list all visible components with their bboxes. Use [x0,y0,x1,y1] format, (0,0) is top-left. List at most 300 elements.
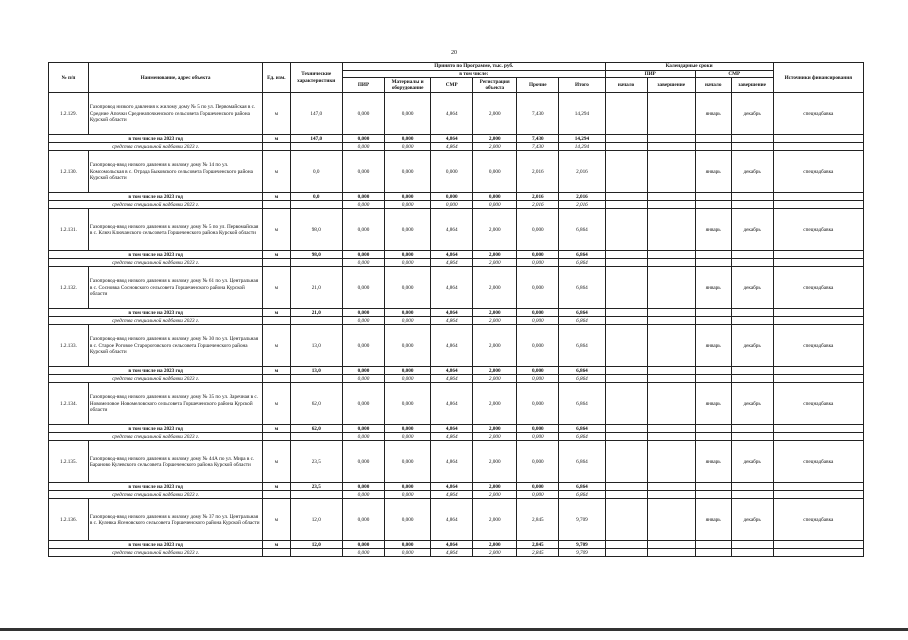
header-start-pir: начало [605,78,647,93]
header-other: Прочие [517,78,559,93]
subtotal-empty [605,135,647,143]
total-cell: 6,864 [559,441,605,483]
special-fund-empty [695,433,731,441]
special-fund-empty [773,143,863,151]
subtotal-unit: м [263,251,290,259]
special-fund-smr: 4,864 [431,143,473,151]
year-subtotal-row [49,367,864,375]
materials-cell: 0,000 [385,499,431,541]
special-fund-row [49,375,864,383]
special-fund-empty [773,491,863,499]
special-fund-reg: 2,000 [473,259,517,267]
special-fund-mat: 0,000 [385,549,431,557]
special-fund-reg: 2,000 [473,143,517,151]
smr-cell: 4,864 [431,93,473,135]
special-fund-empty [647,433,695,441]
materials-cell: 0,000 [385,93,431,135]
source-cell: спецнадбавка [773,383,863,425]
subtotal-label: в том числе на 2023 год [49,367,263,375]
header-registration: Регистрация объекта [473,78,517,93]
header-cal-pir: ПИР [605,71,695,78]
subtotal-empty [605,309,647,317]
subtotal-tech: 21,0 [290,309,343,317]
special-fund-total: 6,864 [559,491,605,499]
special-fund-empty [731,433,773,441]
special-fund-empty [695,549,731,557]
special-fund-row [49,143,864,151]
subtotal-empty [605,193,647,201]
special-fund-other: 7,430 [517,143,559,151]
table-row [49,209,864,251]
special-fund-pir: 0,000 [343,549,385,557]
tech-cell: 98,0 [290,209,343,251]
subtotal-smr: 4,864 [431,309,473,317]
special-fund-smr: 4,864 [431,317,473,325]
subtotal-label: в том числе на 2023 год [49,193,263,201]
subtotal-pir: 0,000 [343,483,385,491]
header-calendar: Календарные сроки [605,63,773,71]
subtotal-empty [695,483,731,491]
special-fund-label: средства специальной надбавки 2023 г. [49,259,263,267]
registration-cell: 2,000 [473,499,517,541]
subtotal-smr: 4,864 [431,425,473,433]
subtotal-reg: 2,000 [473,367,517,375]
special-fund-label: средства специальной надбавки 2023 г. [49,143,263,151]
special-fund-empty [605,143,647,151]
header-program: Принято по Программе, тыс. руб. [343,63,606,71]
special-fund-mat: 0,000 [385,201,431,209]
subtotal-tech: 13,0 [290,367,343,375]
source-cell: спецнадбавка [773,209,863,251]
tech-cell: 0,0 [290,151,343,193]
special-fund-empty [290,317,343,325]
subtotal-pir: 0,000 [343,251,385,259]
special-fund-pir: 0,000 [343,375,385,383]
special-fund-other: 0,000 [517,259,559,267]
subtotal-empty [731,135,773,143]
subtotal-unit: м [263,309,290,317]
special-fund-empty [695,259,731,267]
special-fund-mat: 0,000 [385,375,431,383]
table-header [49,63,864,93]
other-cell: 7,430 [517,93,559,135]
smr-start-cell: январь [695,209,731,251]
subtotal-mat: 0,000 [385,483,431,491]
subtotal-unit: м [263,541,290,549]
subtotal-label: в том числе на 2023 год [49,483,263,491]
subtotal-empty [647,483,695,491]
program-table [48,62,864,557]
subtotal-empty [695,425,731,433]
special-fund-row [49,549,864,557]
subtotal-empty [695,367,731,375]
subtotal-unit: м [263,425,290,433]
other-cell: 2,845 [517,499,559,541]
total-cell: 14,294 [559,93,605,135]
object-name: Газопровод-ввод низкого давления к жилому дому № 44А по ул. Мира в с. Бараново Кулевского сельсовета Горшеченского района Курской области [88,441,262,483]
other-cell: 0,000 [517,441,559,483]
special-fund-empty [605,375,647,383]
special-fund-smr: 4,864 [431,433,473,441]
special-fund-label: средства специальной надбавки 2023 г. [49,549,263,557]
smr-end-cell: декабрь [731,93,773,135]
subtotal-pir: 0,000 [343,541,385,549]
special-fund-empty [695,143,731,151]
subtotal-total: 14,294 [559,135,605,143]
special-fund-pir: 0,000 [343,259,385,267]
row-number: 1.2.136. [49,499,89,541]
special-fund-row [49,201,864,209]
smr-end-cell: декабрь [731,383,773,425]
smr-start-cell: январь [695,499,731,541]
subtotal-pir: 0,000 [343,135,385,143]
smr-cell: 4,864 [431,209,473,251]
pir-start-cell [605,151,647,193]
subtotal-reg: 2,000 [473,309,517,317]
subtotal-other: 2,016 [517,193,559,201]
special-fund-empty [263,549,290,557]
row-number: 1.2.134. [49,383,89,425]
special-fund-total: 6,864 [559,433,605,441]
special-fund-empty [731,549,773,557]
special-fund-total: 9,709 [559,549,605,557]
special-fund-label: средства специальной надбавки 2023 г. [49,201,263,209]
subtotal-empty [647,193,695,201]
tech-cell: 12,0 [290,499,343,541]
special-fund-other: 0,000 [517,433,559,441]
materials-cell: 0,000 [385,209,431,251]
pir-cell: 0,000 [343,267,385,309]
subtotal-empty [695,251,731,259]
smr-end-cell: декабрь [731,209,773,251]
special-fund-empty [290,259,343,267]
source-cell: спецнадбавка [773,267,863,309]
header-name: Наименование, адрес объекта [88,63,262,93]
row-number: 1.2.135. [49,441,89,483]
smr-start-cell: январь [695,441,731,483]
subtotal-other: 0,000 [517,425,559,433]
pir-start-cell [605,267,647,309]
year-subtotal-row [49,425,864,433]
smr-end-cell: декабрь [731,499,773,541]
subtotal-empty [731,309,773,317]
unit-cell: м [263,383,290,425]
tech-cell: 13,0 [290,325,343,367]
row-number: 1.2.130. [49,151,89,193]
subtotal-total: 6,864 [559,367,605,375]
unit-cell: м [263,325,290,367]
materials-cell: 0,000 [385,267,431,309]
total-cell: 2,016 [559,151,605,193]
special-fund-empty [263,201,290,209]
special-fund-empty [695,375,731,383]
pir-cell: 0,000 [343,93,385,135]
row-number: 1.2.133. [49,325,89,367]
subtotal-pir: 0,000 [343,367,385,375]
special-fund-empty [647,317,695,325]
subtotal-other: 0,000 [517,251,559,259]
subtotal-empty [695,193,731,201]
pir-cell: 0,000 [343,383,385,425]
special-fund-label: средства специальной надбавки 2023 г. [49,375,263,383]
subtotal-reg: 2,000 [473,483,517,491]
subtotal-other: 0,000 [517,309,559,317]
registration-cell: 2,000 [473,383,517,425]
special-fund-empty [263,491,290,499]
registration-cell: 2,000 [473,267,517,309]
unit-cell: м [263,499,290,541]
smr-end-cell: декабрь [731,325,773,367]
subtotal-empty [605,541,647,549]
page-number: 20 [451,50,457,56]
registration-cell: 2,000 [473,441,517,483]
header-start-smr: начало [695,78,731,93]
pir-end-cell [647,209,695,251]
special-fund-empty [647,491,695,499]
special-fund-other: 2,845 [517,549,559,557]
special-fund-empty [647,259,695,267]
special-fund-empty [290,201,343,209]
year-subtotal-row [49,541,864,549]
special-fund-other: 0,000 [517,375,559,383]
smr-start-cell: январь [695,267,731,309]
special-fund-total: 6,864 [559,375,605,383]
subtotal-smr: 4,864 [431,367,473,375]
subtotal-other: 2,845 [517,541,559,549]
object-name: Газопровод-ввод низкого давления к жилому дому № 61 по ул. Центральная в с. Сосновка Сосновского сельсовета Горшеченского района Курской области [88,267,262,309]
total-cell: 6,864 [559,267,605,309]
subtotal-smr: 4,864 [431,251,473,259]
special-fund-empty [695,317,731,325]
other-cell: 0,000 [517,383,559,425]
unit-cell: м [263,267,290,309]
subtotal-mat: 0,000 [385,251,431,259]
subtotal-total: 9,709 [559,541,605,549]
special-fund-mat: 0,000 [385,259,431,267]
materials-cell: 0,000 [385,441,431,483]
subtotal-smr: 4,864 [431,541,473,549]
pir-cell: 0,000 [343,209,385,251]
subtotal-label: в том числе на 2023 год [49,135,263,143]
special-fund-empty [647,201,695,209]
pir-start-cell [605,93,647,135]
subtotal-empty [731,483,773,491]
year-subtotal-row [49,251,864,259]
special-fund-pir: 0,000 [343,201,385,209]
smr-start-cell: январь [695,93,731,135]
object-name: Газопровод-ввод низкого давления к жилому дому № 14 по ул. Комсомольская в с. Отрада Быковского сельсовета Горшеченского района Курской области [88,151,262,193]
unit-cell: м [263,441,290,483]
special-fund-empty [647,549,695,557]
special-fund-reg: 2,000 [473,317,517,325]
subtotal-mat: 0,000 [385,309,431,317]
subtotal-tech: 12,0 [290,541,343,549]
header-end-smr: завершение [731,78,773,93]
subtotal-tech: 98,0 [290,251,343,259]
subtotal-label: в том числе на 2023 год [49,251,263,259]
unit-cell: м [263,93,290,135]
subtotal-empty [647,425,695,433]
subtotal-empty [773,483,863,491]
subtotal-empty [695,541,731,549]
subtotal-empty [647,541,695,549]
registration-cell: 2,000 [473,325,517,367]
subtotal-total: 2,016 [559,193,605,201]
header-source: Источники финансирования [773,63,863,93]
materials-cell: 0,000 [385,151,431,193]
special-fund-empty [290,375,343,383]
subtotal-other: 0,000 [517,483,559,491]
subtotal-unit: м [263,483,290,491]
year-subtotal-row [49,309,864,317]
special-fund-empty [731,201,773,209]
special-fund-smr: 4,864 [431,491,473,499]
subtotal-empty [731,425,773,433]
header-total: Итого [559,78,605,93]
subtotal-mat: 0,000 [385,193,431,201]
subtotal-mat: 0,000 [385,135,431,143]
subtotal-empty [773,135,863,143]
special-fund-empty [647,375,695,383]
special-fund-pir: 0,000 [343,491,385,499]
total-cell: 9,709 [559,499,605,541]
special-fund-empty [263,143,290,151]
smr-cell: 4,864 [431,325,473,367]
special-fund-reg: 2,000 [473,491,517,499]
pir-end-cell [647,151,695,193]
special-fund-empty [605,317,647,325]
subtotal-pir: 0,000 [343,193,385,201]
smr-end-cell: декабрь [731,441,773,483]
special-fund-reg: 2,000 [473,549,517,557]
subtotal-empty [773,425,863,433]
special-fund-empty [605,201,647,209]
special-fund-row [49,317,864,325]
subtotal-empty [605,483,647,491]
scan-edge-line [0,628,908,631]
special-fund-empty [731,375,773,383]
header-including: в том числе: [343,71,606,78]
subtotal-empty [647,135,695,143]
pir-end-cell [647,267,695,309]
table-row [49,441,864,483]
special-fund-mat: 0,000 [385,143,431,151]
smr-cell: 4,864 [431,441,473,483]
special-fund-empty [263,259,290,267]
subtotal-total: 6,864 [559,483,605,491]
materials-cell: 0,000 [385,325,431,367]
header-cal-smr: СМР [695,71,773,78]
special-fund-empty [731,491,773,499]
source-cell: спецнадбавка [773,151,863,193]
year-subtotal-row [49,483,864,491]
pir-end-cell [647,499,695,541]
subtotal-total: 6,864 [559,251,605,259]
special-fund-smr: 0,000 [431,201,473,209]
special-fund-label: средства специальной надбавки 2023 г. [49,433,263,441]
subtotal-smr: 0,000 [431,193,473,201]
pir-start-cell [605,441,647,483]
special-fund-mat: 0,000 [385,491,431,499]
pir-end-cell [647,93,695,135]
special-fund-empty [290,549,343,557]
subtotal-reg: 0,000 [473,193,517,201]
special-fund-mat: 0,000 [385,433,431,441]
subtotal-smr: 4,864 [431,135,473,143]
tech-cell: 147,0 [290,93,343,135]
subtotal-tech: 0,0 [290,193,343,201]
registration-cell: 2,000 [473,93,517,135]
subtotal-label: в том числе на 2023 год [49,541,263,549]
tech-cell: 23,5 [290,441,343,483]
special-fund-empty [773,317,863,325]
special-fund-empty [263,433,290,441]
row-number: 1.2.129. [49,93,89,135]
other-cell: 0,000 [517,267,559,309]
year-subtotal-row [49,135,864,143]
subtotal-empty [605,251,647,259]
other-cell: 0,000 [517,209,559,251]
subtotal-pir: 0,000 [343,425,385,433]
special-fund-mat: 0,000 [385,317,431,325]
special-fund-empty [773,375,863,383]
tech-cell: 21,0 [290,267,343,309]
other-cell: 2,016 [517,151,559,193]
subtotal-reg: 2,000 [473,135,517,143]
object-name: Газопровод-ввод низкого давления к жилому дому № 5 по ул. Первомайская в с. Ключ Ключанского сельсовета Горшеченского района Курской области [88,209,262,251]
subtotal-empty [773,541,863,549]
special-fund-empty [731,259,773,267]
special-fund-pir: 0,000 [343,433,385,441]
special-fund-empty [731,317,773,325]
source-cell: спецнадбавка [773,325,863,367]
special-fund-total: 6,864 [559,259,605,267]
special-fund-total: 6,864 [559,317,605,325]
subtotal-total: 6,864 [559,309,605,317]
special-fund-empty [695,201,731,209]
subtotal-empty [647,251,695,259]
special-fund-empty [290,491,343,499]
unit-cell: м [263,151,290,193]
subtotal-empty [731,251,773,259]
header-end-pir: завершение [647,78,695,93]
smr-cell: 4,864 [431,499,473,541]
object-name: Газопровод низкого давления к жилому дому № 5 по ул. Первомайская в с. Средние Апочки Среднеапочкенского сельсовета Горшеченского района Курской области [88,93,262,135]
subtotal-label: в том числе на 2023 год [49,309,263,317]
tech-cell: 62,0 [290,383,343,425]
object-name: Газопровод-ввод низкого давления к жилому дому № 30 по ул. Центральная в с. Старое Роговое Старороговского сельсовета Горшеченского района Курской области [88,325,262,367]
special-fund-other: 2,016 [517,201,559,209]
special-fund-empty [263,317,290,325]
subtotal-tech: 147,0 [290,135,343,143]
special-fund-other: 0,000 [517,317,559,325]
subtotal-empty [605,425,647,433]
pir-cell: 0,000 [343,151,385,193]
subtotal-mat: 0,000 [385,541,431,549]
subtotal-reg: 2,000 [473,251,517,259]
total-cell: 6,864 [559,383,605,425]
subtotal-total: 6,864 [559,425,605,433]
table-row [49,267,864,309]
other-cell: 0,000 [517,325,559,367]
registration-cell: 0,000 [473,151,517,193]
pir-start-cell [605,325,647,367]
table-row [49,93,864,135]
total-cell: 6,864 [559,209,605,251]
smr-cell: 4,864 [431,267,473,309]
special-fund-empty [605,549,647,557]
table-row [49,499,864,541]
